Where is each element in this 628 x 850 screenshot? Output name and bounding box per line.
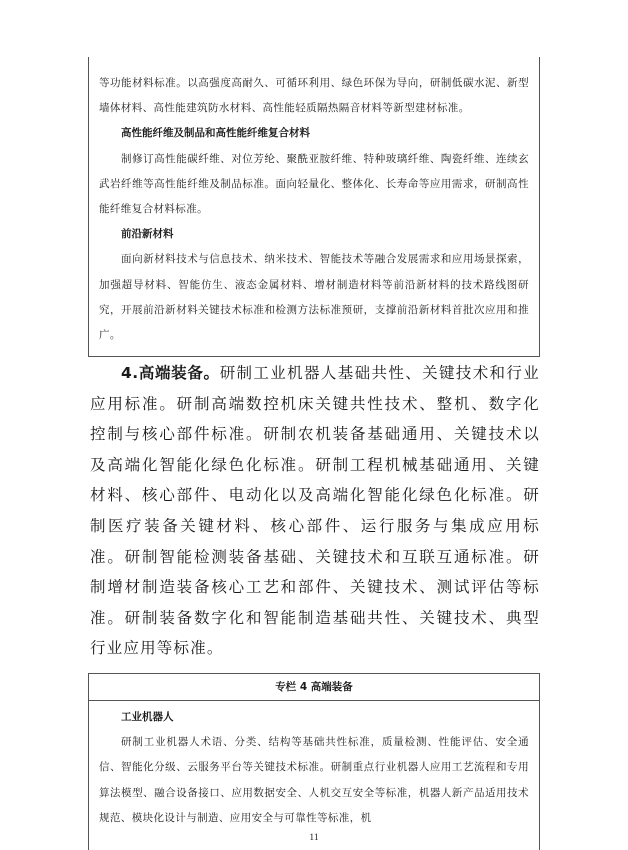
- section-heading-high-performance-fiber: 高性能纤维及制品和高性能纤维复合材料: [121, 127, 310, 140]
- main-paragraph-lead: 4.高端装备。: [121, 364, 220, 382]
- column-title: 专栏 4 高端装备: [89, 674, 539, 701]
- section-heading-frontier-materials: 前沿新材料: [121, 228, 174, 241]
- column-box-high-end-equipment: [88, 673, 540, 850]
- main-paragraph-body: 研制工业机器人基础共性、关键技术和行业应用标准。研制高端数控机床关键共性技术、整机、数字化控制与核心部件标准。研制农机装备基础通用、关键技术以及高端化智能化绿色化标准。研制工程机械基础通用、关键材料、核心部件、电动化以及高端化智能化绿色化标准。研制医疗装备关键材料、核心部件、运行服务与集成应用标准。研制智能检测装备基础、关键技术和互联互通标准。研制增材制造装备核心工艺和部件、关键技术、测试评估等标准。研制装备数字化和智能制造基础共性、关键技术、典型行业应用等标准。: [90, 364, 540, 658]
- section-paragraph-frontier-materials: 面向新材料技术与信息技术、纳米技术、智能技术等融合发展需求和应用场景探索，加强超导材料、智能仿生、液态金属材料、增材制造材料等前沿新材料的技术路线图研究，开展前沿新材料关键技术标准和检测方法标准预研，支撑前沿新材料首批次应用和推广。: [99, 253, 529, 342]
- main-paragraph-high-end-equipment: [90, 358, 540, 664]
- section-paragraph-industrial-robot: 研制工业机器人术语、分类、结构等基础共性标准，质量检测、性能评估、安全通信、智能化分级、云服务平台等关键技术标准。研制重点行业机器人应用工艺流程和专用算法模型、融合设备接口、应用数据安全、人机交互安全等标准，机器人新产品适用技术规范、模块化设计与制造、应用安全与可靠性等标准，机: [99, 736, 529, 824]
- section-paragraph-high-performance-fiber: 制修订高性能碳纤维、对位芳纶、聚酰亚胺纤维、特种玻璃纤维、陶瓷纤维、连续玄武岩纤维等高性能纤维及制品标准。面向轻量化、整体化、长寿命等应用需求，研制高性能纤维复合材料标准。: [99, 152, 529, 216]
- section-heading-industrial-robot: 工业机器人: [121, 711, 174, 723]
- column-box-new-materials: [88, 57, 540, 357]
- box-intro-paragraph: 等功能材料标准。以高强度高耐久、可循环利用、绿色环保为导向，研制低碳水泥、新型墙体材料、高性能建筑防水材料、高性能轻质隔热隔音材料等新型建材标准。: [99, 77, 529, 115]
- page-number: 11: [309, 833, 319, 843]
